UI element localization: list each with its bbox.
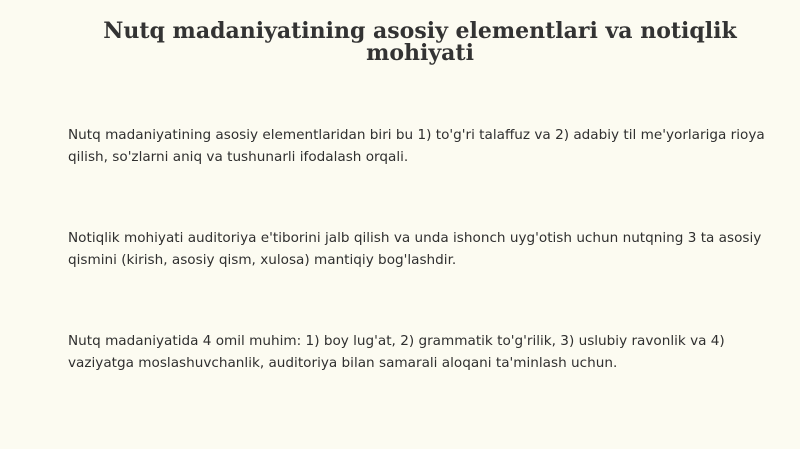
paragraph-speech-factors: Nutq madaniyatida 4 omil muhim: 1) boy lug'at, 2) grammatik to'g'rilik, 3) uslubiy ravonlik va 4) vaziyatga moslashuvchanlik, auditoriya bilan samarali aloqani ta'minlash uchun. (68, 333, 725, 371)
paragraph-pronunciation-norms: Nutq madaniyatining asosiy elementlaridan biri bu 1) to'g'ri talaffuz va 2) adabiy til me'yorlariga rioya qilish, so'zlarni aniq va tushunarli ifodalash orqali. (68, 127, 765, 165)
paragraph-oratory-essence: Notiqlik mohiyati auditoriya e'tiborini jalb qilish va unda ishonch uyg'otish uchun nutqning 3 ta asosiy qismini (kirish, asosiy qism, xulosa) mantiqiy bog'lashdir. (68, 230, 762, 268)
slide-title: Nutq madaniyatining asosiy elementlari va notiqlik mohiyati (103, 18, 737, 66)
